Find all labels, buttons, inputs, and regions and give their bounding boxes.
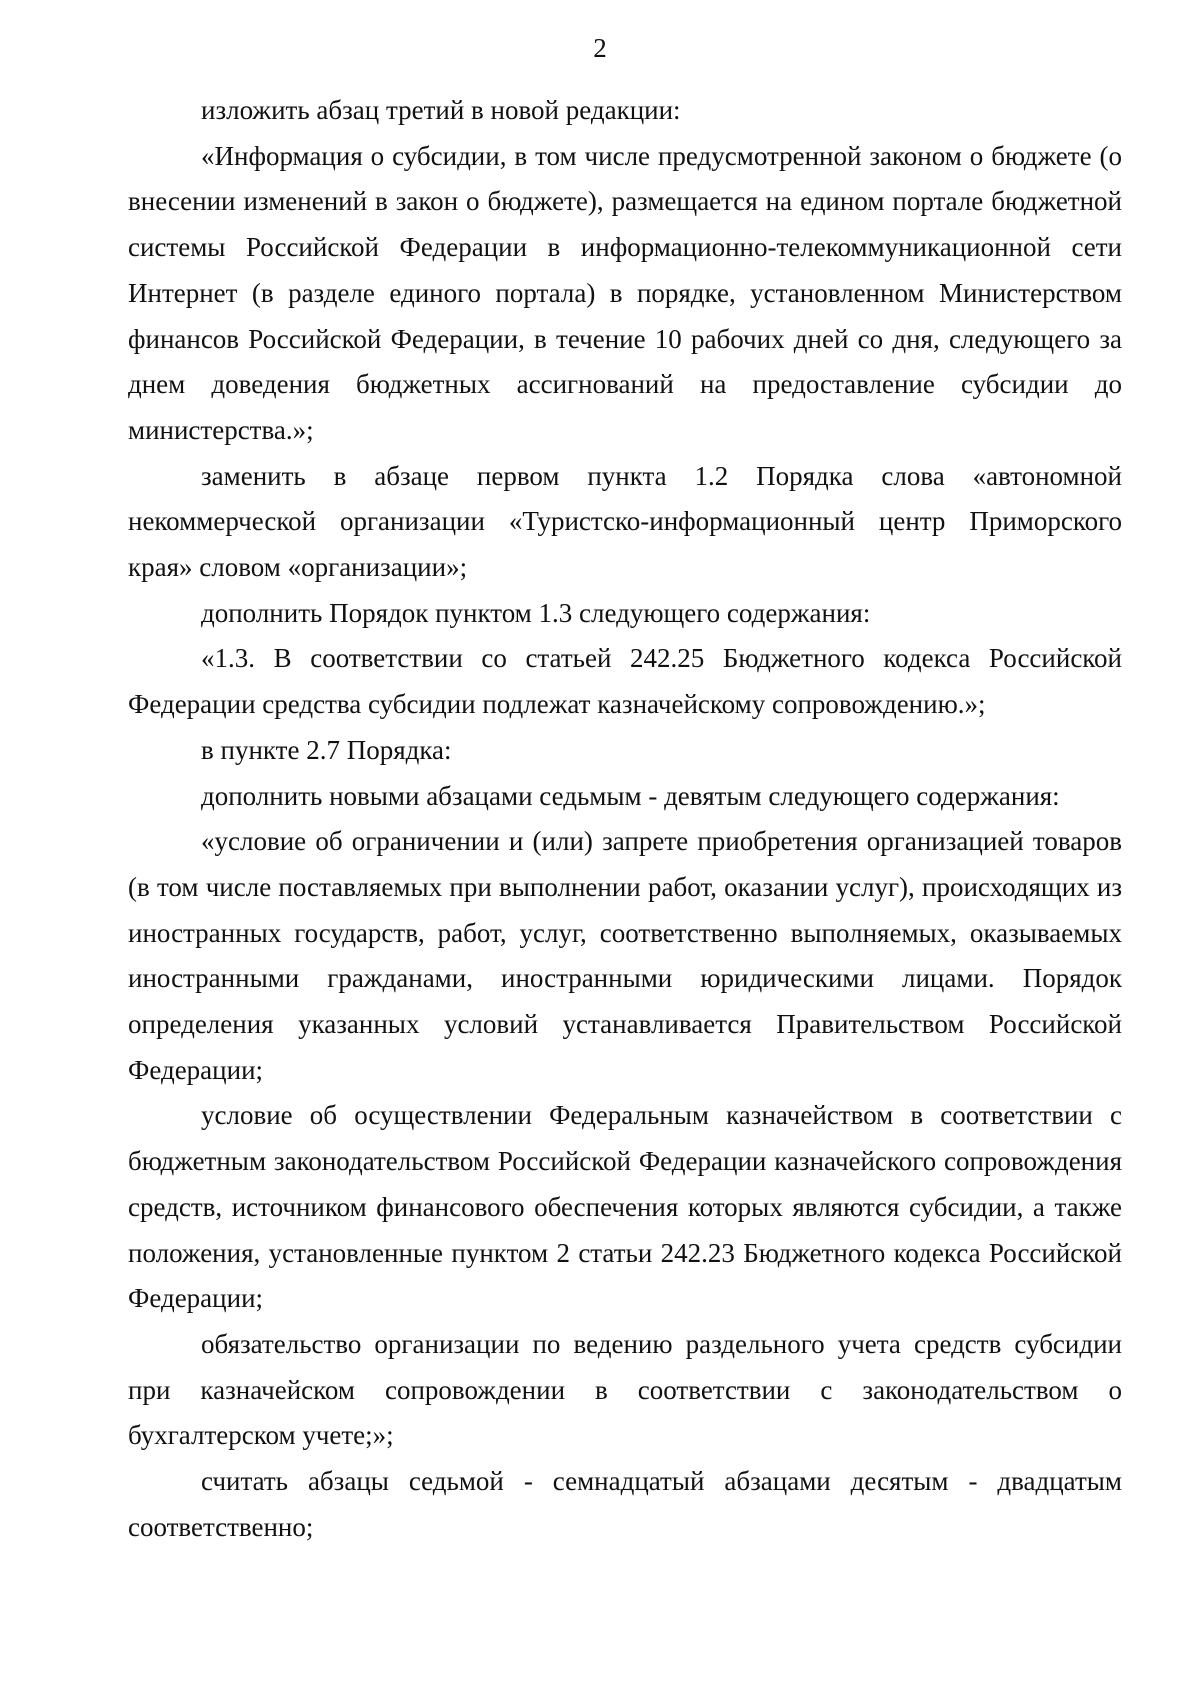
paragraph-renumber-abzacs: считать абзацы седьмой - семнадцатый абзацами десятым - двадцатым соответственно;: [128, 1466, 1122, 1542]
paragraph-replace-words-1-2: заменить в абзаце первом пункта 1.2 Порядка слова «автономной некоммерческой организации «Туристско-информационный центр Приморского края» словом «организации»;: [128, 460, 1122, 583]
paragraph-obligation-accounting: обязательство организации по ведению раздельного учета средств субсидии при казначейском сопровождении в соответствии с законодательством о бухгалтерском учете;»;: [128, 1328, 1122, 1451]
paragraph-condition-restriction: «условие об ограничении и (или) запрете приобретения организацией товаров (в том числе поставляемых при выполнении работ, оказании услуг), происходящих из иностранных государств, работ, услуг, соответственно выполняемых, оказываемых иностранными гражданами, иностранными юридическими лицами. Порядок определения указанных условий устанавливается Правительством Российской Федерации;: [128, 826, 1122, 1085]
paragraph-point-1-3-text: «1.3. В соответствии со статьей 242.25 Бюджетного кодекса Российской Федерации средства субсидии подлежат казначейскому сопровождению.»;: [128, 643, 1122, 720]
paragraph-subsidy-information: «Информация о субсидии, в том числе предусмотренной законом о бюджете (о внесении изменений в закон о бюджете), размещается на едином портале бюджетной системы Российской Федерации в информационно-телекоммуникационной сети Интернет (в разделе единого портала) в порядке, установленном Министерством финансов Российской Федерации, в течение 10 рабочих дней со дня, следующего за днем доведения бюджетных ассигнований на предоставление субсидии до министерства.»;: [128, 140, 1122, 445]
page-number: 2: [593, 33, 607, 63]
paragraph-point-2-7: в пункте 2.7 Порядка:: [201, 734, 452, 765]
paragraph-add-point-1-3: дополнить Порядок пунктом 1.3 следующего содержания:: [201, 597, 871, 628]
document-body: [128, 88, 1122, 1551]
paragraph-add-new-abzacs: дополнить новыми абзацами седьмым - девятым следующего содержания:: [201, 780, 1060, 811]
paragraph-instruction-third-abzac: изложить абзац третий в новой редакции:: [201, 95, 681, 125]
paragraph-condition-treasury: условие об осуществлении Федеральным казначейством в соответствии с бюджетным законодательством Российской Федерации казначейского сопровождения средств, источником финансового обеспечения которых являются субсидии, а также положения, установленные пунктом 2 статьи 242.23 Бюджетного кодекса Российской Федерации;: [128, 1100, 1122, 1314]
